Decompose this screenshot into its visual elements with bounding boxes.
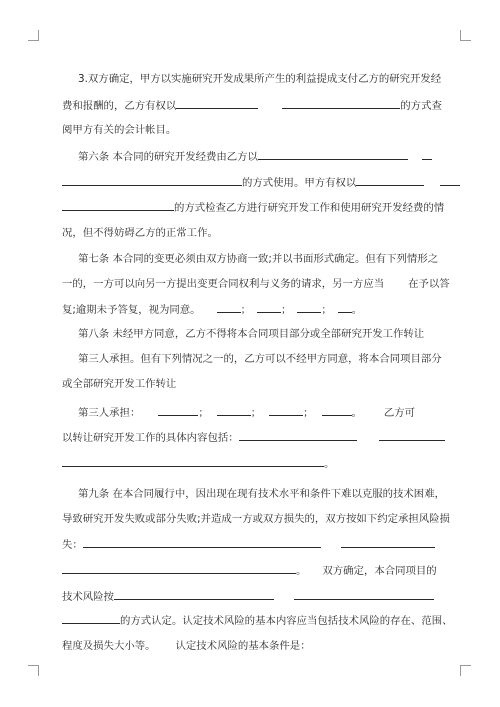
crop-mark-bottom-left — [28, 665, 39, 676]
separator: ； — [198, 407, 209, 419]
fill-blank[interactable] — [62, 455, 324, 467]
text-line — [62, 301, 442, 317]
text-line — [78, 71, 442, 87]
paragraph-text: 费和报酬的，乙方有权以 — [62, 100, 177, 112]
text-line — [62, 122, 442, 138]
fill-blank[interactable] — [217, 404, 251, 416]
crop-mark-bottom-right — [460, 665, 471, 676]
text-line — [78, 351, 442, 367]
fill-blank[interactable] — [217, 301, 241, 313]
text-line — [62, 562, 442, 578]
separator: ； — [280, 304, 292, 316]
paragraph-text: 的方式查 — [400, 100, 442, 112]
fill-blank[interactable] — [258, 148, 408, 160]
separator: ； — [321, 304, 332, 316]
paragraph-text: 的方式检查乙方进行研究开发工作和使用研究开发经费的情 — [174, 202, 445, 214]
crop-mark-top-right — [460, 30, 471, 41]
text-line — [62, 588, 442, 604]
article-six-text: 第六条 本合同的研究开发经费由乙方以 — [78, 151, 258, 163]
fill-blank[interactable] — [322, 404, 352, 416]
paragraph-text: 阅甲方有关的会计帐目。 — [62, 124, 177, 136]
crop-mark-top-left — [28, 30, 39, 41]
article-eight-text: 第八条 未经甲方同意，乙方不得将本合同项目部分或全部研究开发工作转让 — [78, 328, 425, 340]
fill-blank[interactable] — [158, 404, 198, 416]
paragraph-text: 技术风险按 — [62, 591, 114, 603]
fill-blank[interactable] — [422, 148, 432, 160]
separator: ； — [303, 407, 314, 419]
fill-blank[interactable] — [62, 562, 296, 574]
text-line — [62, 612, 453, 628]
fill-blank[interactable] — [440, 174, 460, 186]
paragraph-text: 的方式使用。甲方有权以 — [242, 177, 357, 189]
text-line — [62, 174, 442, 190]
paragraph-text: 失： — [62, 539, 83, 551]
article-seven-text: 第七条 本合同的变更必须由双方协商一致;并以书面形式确定。但有下列情形之 — [78, 253, 439, 265]
text-line — [62, 276, 450, 292]
text-line — [62, 429, 442, 445]
separator: ； — [250, 407, 262, 419]
fill-blank[interactable] — [294, 588, 434, 600]
paragraph-text: 复;逾期未予答复，视为同意。 — [62, 304, 201, 316]
text-line — [62, 455, 442, 471]
fill-blank[interactable] — [62, 174, 242, 186]
fill-blank[interactable] — [379, 429, 445, 441]
fill-blank[interactable] — [269, 404, 303, 416]
fill-blank[interactable] — [282, 97, 400, 109]
text-line — [62, 225, 442, 241]
fill-blank[interactable] — [338, 301, 352, 313]
fill-blank[interactable] — [341, 536, 435, 548]
text-line — [62, 511, 450, 527]
text-line — [78, 486, 445, 502]
paragraph-text: 第三人承担。但有下列情况之一的，乙方可以不经甲方同意，将本合同项目部分 — [78, 353, 442, 365]
paragraph-text: 第三人承担： — [78, 407, 141, 419]
fill-blank[interactable] — [297, 301, 321, 313]
text-line — [62, 376, 442, 392]
paragraph-text: 程度及损失大小等。 — [62, 640, 156, 652]
fill-blank[interactable] — [62, 199, 174, 211]
paragraph-text: 在予以答 — [408, 278, 450, 290]
paragraph-text: 况，但不得妨碍乙方的正常工作。 — [62, 227, 218, 239]
fill-blank[interactable] — [114, 588, 274, 600]
paragraph-text: 双方确定，本合同项目的 — [322, 565, 437, 577]
text-line — [62, 97, 442, 113]
fill-blank[interactable] — [83, 536, 321, 548]
separator: 。 — [324, 458, 335, 470]
fill-blank[interactable] — [356, 174, 424, 186]
article-nine-text: 第九条 在本合同履行中，因出现在现有技术水平和条件下难以克服的技术困难， — [78, 488, 445, 500]
text-line — [78, 251, 442, 267]
paragraph-text: 认定技术风险的基本条件是： — [175, 640, 311, 652]
paragraph-text: 以转让研究开发工作的具体内容包括： — [62, 432, 239, 444]
text-line — [78, 326, 442, 342]
paragraph-text: 的方式认定。认定技术风险的基本内容应当包括技术风险的存在、范围、 — [120, 615, 453, 627]
text-line — [62, 536, 442, 552]
text-line — [78, 404, 442, 420]
fill-blank[interactable] — [62, 612, 120, 624]
paragraph-text: 或全部研究开发工作转让 — [62, 378, 177, 390]
text-line — [62, 199, 445, 215]
separator: 。 — [296, 565, 307, 577]
fill-blank[interactable] — [176, 97, 258, 109]
text-line — [62, 638, 442, 654]
text-line — [78, 148, 442, 164]
separator: ； — [240, 304, 251, 316]
paragraph-text: 3.双方确定，甲方以实施研究开发成果所产生的利益提成支付乙方的研究开发经 — [78, 73, 442, 85]
separator: 。 — [351, 304, 363, 316]
paragraph-text: 导致研究开发失败或部分失败;并造成一方或双方损失的，双方按如下约定承担风险损 — [62, 513, 450, 525]
separator: 。 — [351, 407, 362, 419]
paragraph-text: 一的，一方可以向另一方提出变更合同权利与义务的请求，另一方应当 — [62, 278, 385, 290]
paragraph-text: 乙方可 — [383, 407, 416, 419]
fill-blank[interactable] — [239, 429, 357, 441]
fill-blank[interactable] — [257, 301, 281, 313]
